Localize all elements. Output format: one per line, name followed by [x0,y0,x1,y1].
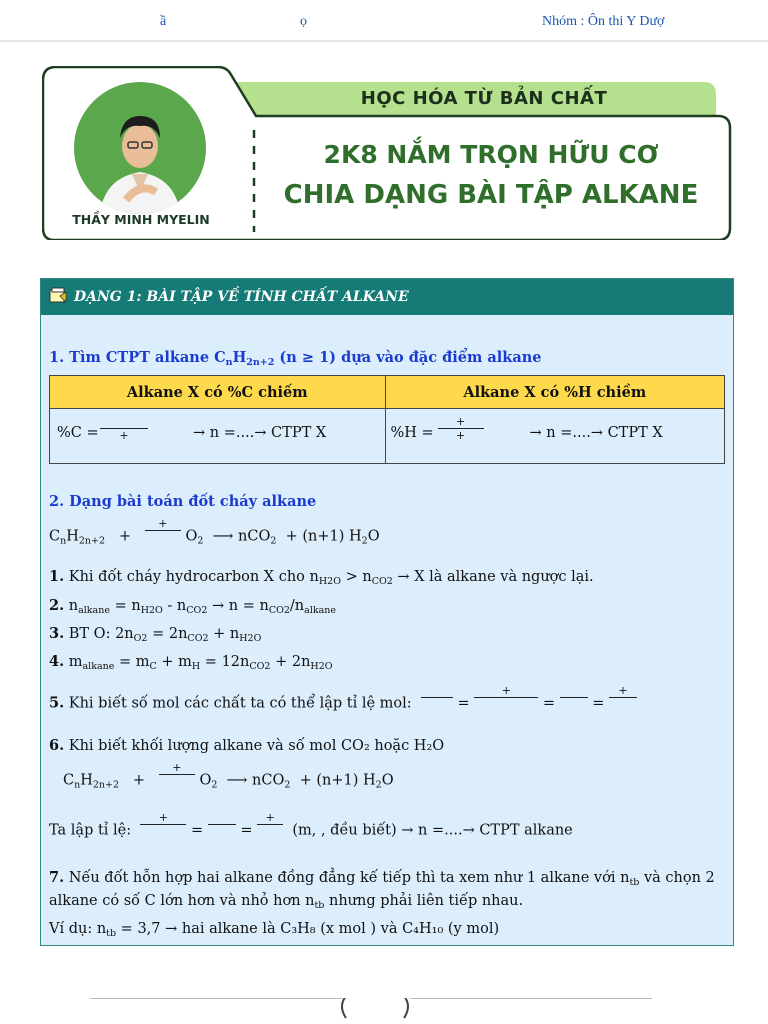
section-header [41,279,733,315]
header-text-mid: ọ [300,14,307,29]
fraction: + + [438,415,484,442]
question-1: 1. Tìm CTPT alkane $C_nH_{2n+2}$ (n ≥ 1) dựa vào đặc điểm alkane [49,349,542,368]
formula-table [49,375,725,464]
point-1: 1. Khi đốt cháy hydrocarbon X cho $n_{H2O} > n_{CO2} \to X$ là alkane và ngược lại. [49,568,594,587]
banner-title-line1: 2K8 NẮM TRỌN HỮU CƠ [323,140,659,169]
fraction: + [100,415,148,442]
point-4: 4. $m_{alkane} = m_C + m_H = 12n_{CO2} + 2n_{H2O}$ [49,653,333,672]
combustion-equation-2: $C_nH_{2n+2}$ + + $O_2$ ⟶ nCO$_2$ + (n+1) $H_2O$ [63,761,394,791]
combustion-equation-1: $C_nH_{2n+2}$ + + $O_2$ ⟶ nCO$_2$ + (n+1) $H_2O$ [49,517,380,547]
point-7-line1: 7. Nếu đốt hỗn hợp hai alkane đồng đẳng kế tiếp thì ta xem như 1 alkane với $n_{tb}$ và chọn 2 [49,869,715,888]
page-footer-ornament [90,998,652,1022]
table-cell-c: %C = + → n =....→ CTPT X [50,409,386,464]
point-3: 3. BT O: $2n_{O2} = 2n_{CO2} + n_{H2O}$ [49,625,262,644]
folder-icon [49,286,67,304]
point-6: 6. Khi biết khối lượng alkane và số mol CO₂ hoặc H₂O [49,737,445,754]
header-text-left: ầ [160,14,167,29]
content-box [40,278,734,946]
table-header-h: Alkane X có %H chiềm [385,376,724,409]
question-2: 2. Dạng bài toán đốt cháy alkane [49,493,317,510]
banner-subtitle: HỌC HÓA TỪ BẢN CHẤT [360,88,608,109]
section-title: DẠNG 1: BÀI TẬP VỀ TÍNH CHẤT ALKANE [74,289,409,305]
page-header [0,0,768,42]
example-line: Ví dụ: $n_{tb} = 3,7$ → hai alkane là C₃H₈ (x mol ) và C₄H₁₀ (y mol) [49,921,500,939]
title-banner [42,66,732,240]
table-header-c: Alkane X có %C chiếm [50,376,386,409]
point-2: 2. $n_{alkane} = n_{H2O} - n_{CO2} \to n = n_{CO2}/n_{alkane}$ [49,597,337,616]
table-cell-h: %H = + + → n =....→ CTPT X [385,409,724,464]
point-5: 5. Khi biết số mol các chất ta có thể lập tỉ lệ mol: = + = = + [49,690,637,717]
teacher-avatar [74,82,206,214]
ratio-line: Ta lập tỉ lệ: + = = + (m, , đều biết) → n =....→ CTPT alkane [49,811,573,839]
header-group: Nhóm : Ôn thi Y Dượ [542,14,665,29]
teacher-name: THẦY MINH MYELIN [72,212,210,227]
point-7-line2: alkane có số C lớn hơn và nhỏ hơn $n_{tb}$ nhưng phải liên tiếp nhau. [49,893,524,911]
banner-title-line2: CHIA DẠNG BÀI TẬP ALKANE [283,180,699,210]
